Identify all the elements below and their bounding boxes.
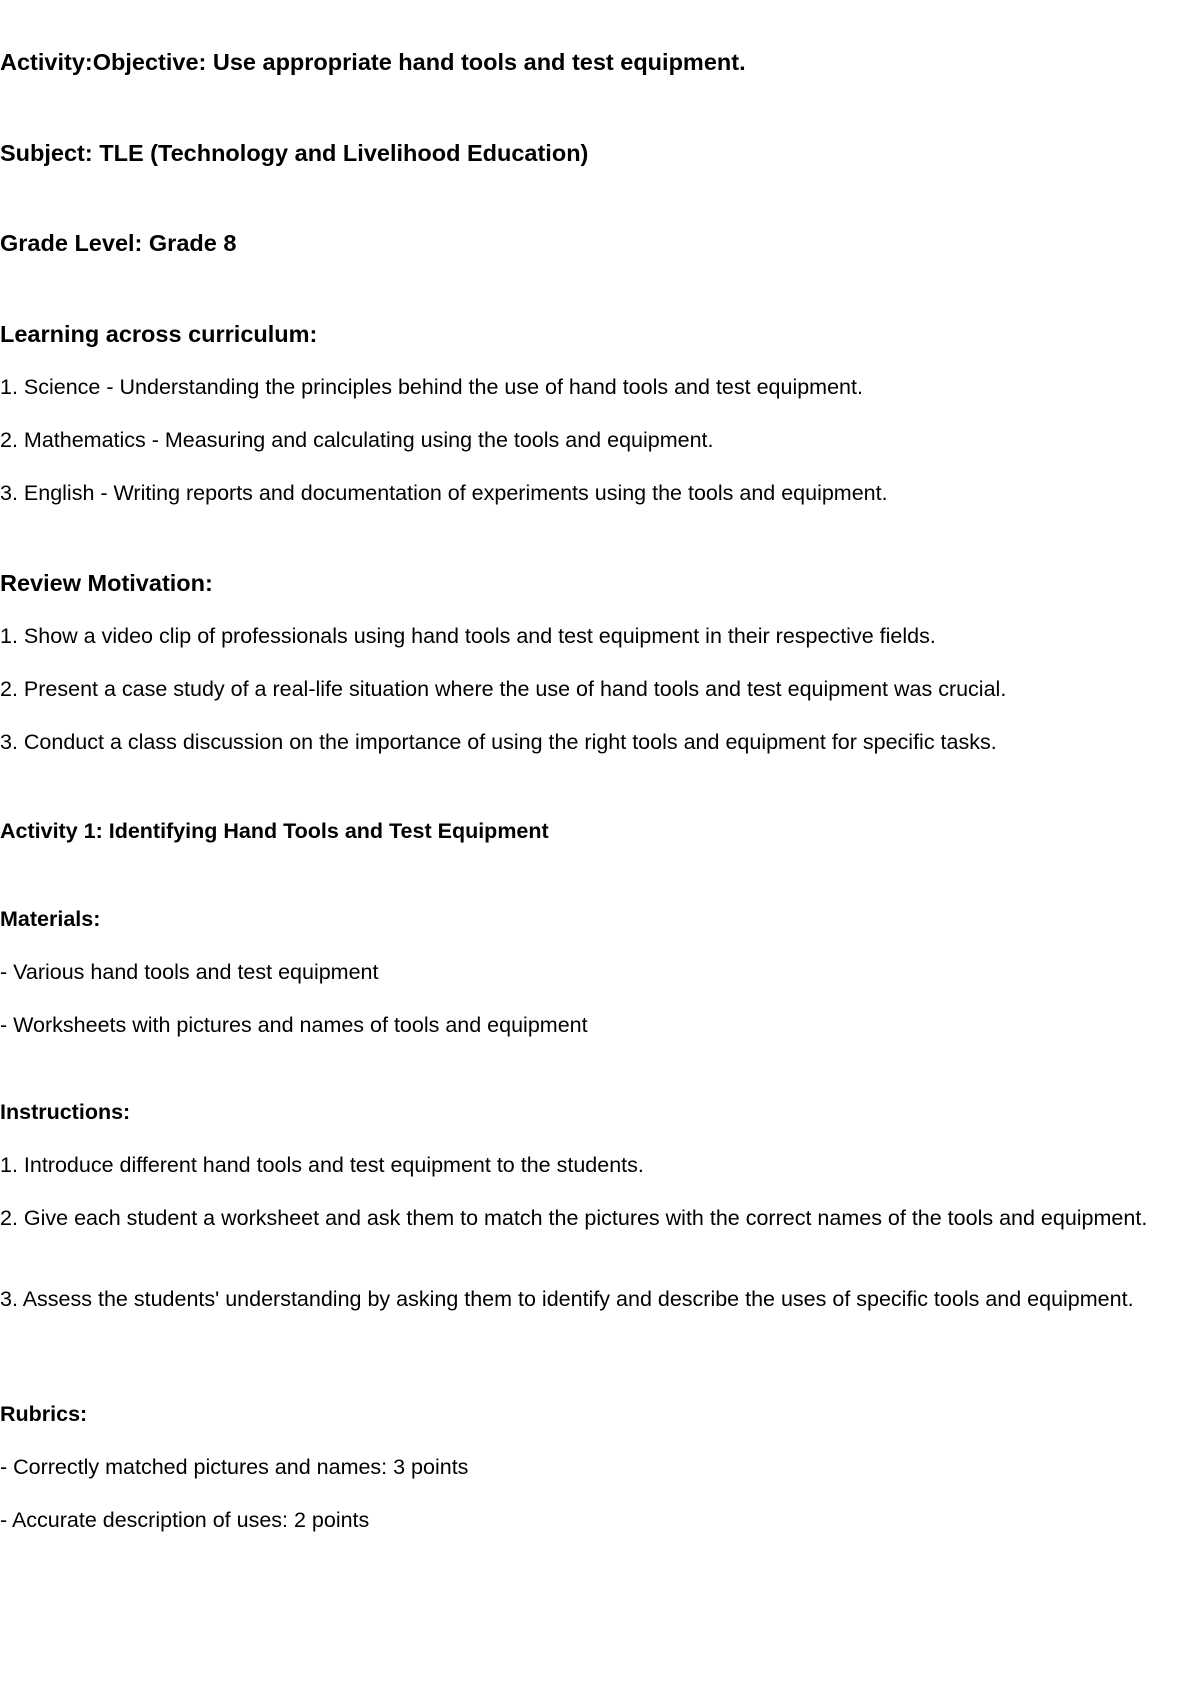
materials-heading: Materials: bbox=[0, 907, 101, 931]
review-item: 3. Conduct a class discussion on the importance of using the right tools and equipment for specific tasks. bbox=[0, 730, 997, 754]
instructions-heading: Instructions: bbox=[0, 1100, 131, 1124]
materials-item: - Various hand tools and test equipment bbox=[0, 960, 379, 984]
subject-line: Subject: TLE (Technology and Livelihood Education) bbox=[0, 140, 589, 166]
activity1-title: Activity 1: Identifying Hand Tools and Test Equipment bbox=[0, 819, 549, 843]
learning-item: 3. English - Writing reports and documentation of experiments using the tools and equipment. bbox=[0, 481, 888, 505]
learning-item: 2. Mathematics - Measuring and calculating using the tools and equipment. bbox=[0, 428, 714, 452]
review-item: 2. Present a case study of a real-life situation where the use of hand tools and test equipment was crucial. bbox=[0, 677, 1007, 701]
learning-item: 1. Science - Understanding the principles behind the use of hand tools and test equipment. bbox=[0, 375, 863, 399]
learning-heading: Learning across curriculum: bbox=[0, 321, 318, 347]
rubric-item: - Correctly matched pictures and names: 3 points bbox=[0, 1455, 469, 1479]
instruction-item: 2. Give each student a worksheet and ask them to match the pictures with the correct names of the tools and equipment. bbox=[0, 1206, 1148, 1230]
grade-level-line: Grade Level: Grade 8 bbox=[0, 230, 237, 256]
materials-item: - Worksheets with pictures and names of tools and equipment bbox=[0, 1013, 588, 1037]
activity-objective: Activity:Objective: Use appropriate hand tools and test equipment. bbox=[0, 49, 746, 75]
review-motivation-heading: Review Motivation: bbox=[0, 570, 213, 596]
instruction-item: 1. Introduce different hand tools and test equipment to the students. bbox=[0, 1153, 644, 1177]
rubrics-heading: Rubrics: bbox=[0, 1402, 88, 1426]
rubric-item: - Accurate description of uses: 2 points bbox=[0, 1508, 370, 1532]
instruction-item: 3. Assess the students' understanding by asking them to identify and describe the uses of specific tools and equipment. bbox=[0, 1287, 1134, 1311]
review-item: 1. Show a video clip of professionals using hand tools and test equipment in their respective fields. bbox=[0, 624, 936, 648]
